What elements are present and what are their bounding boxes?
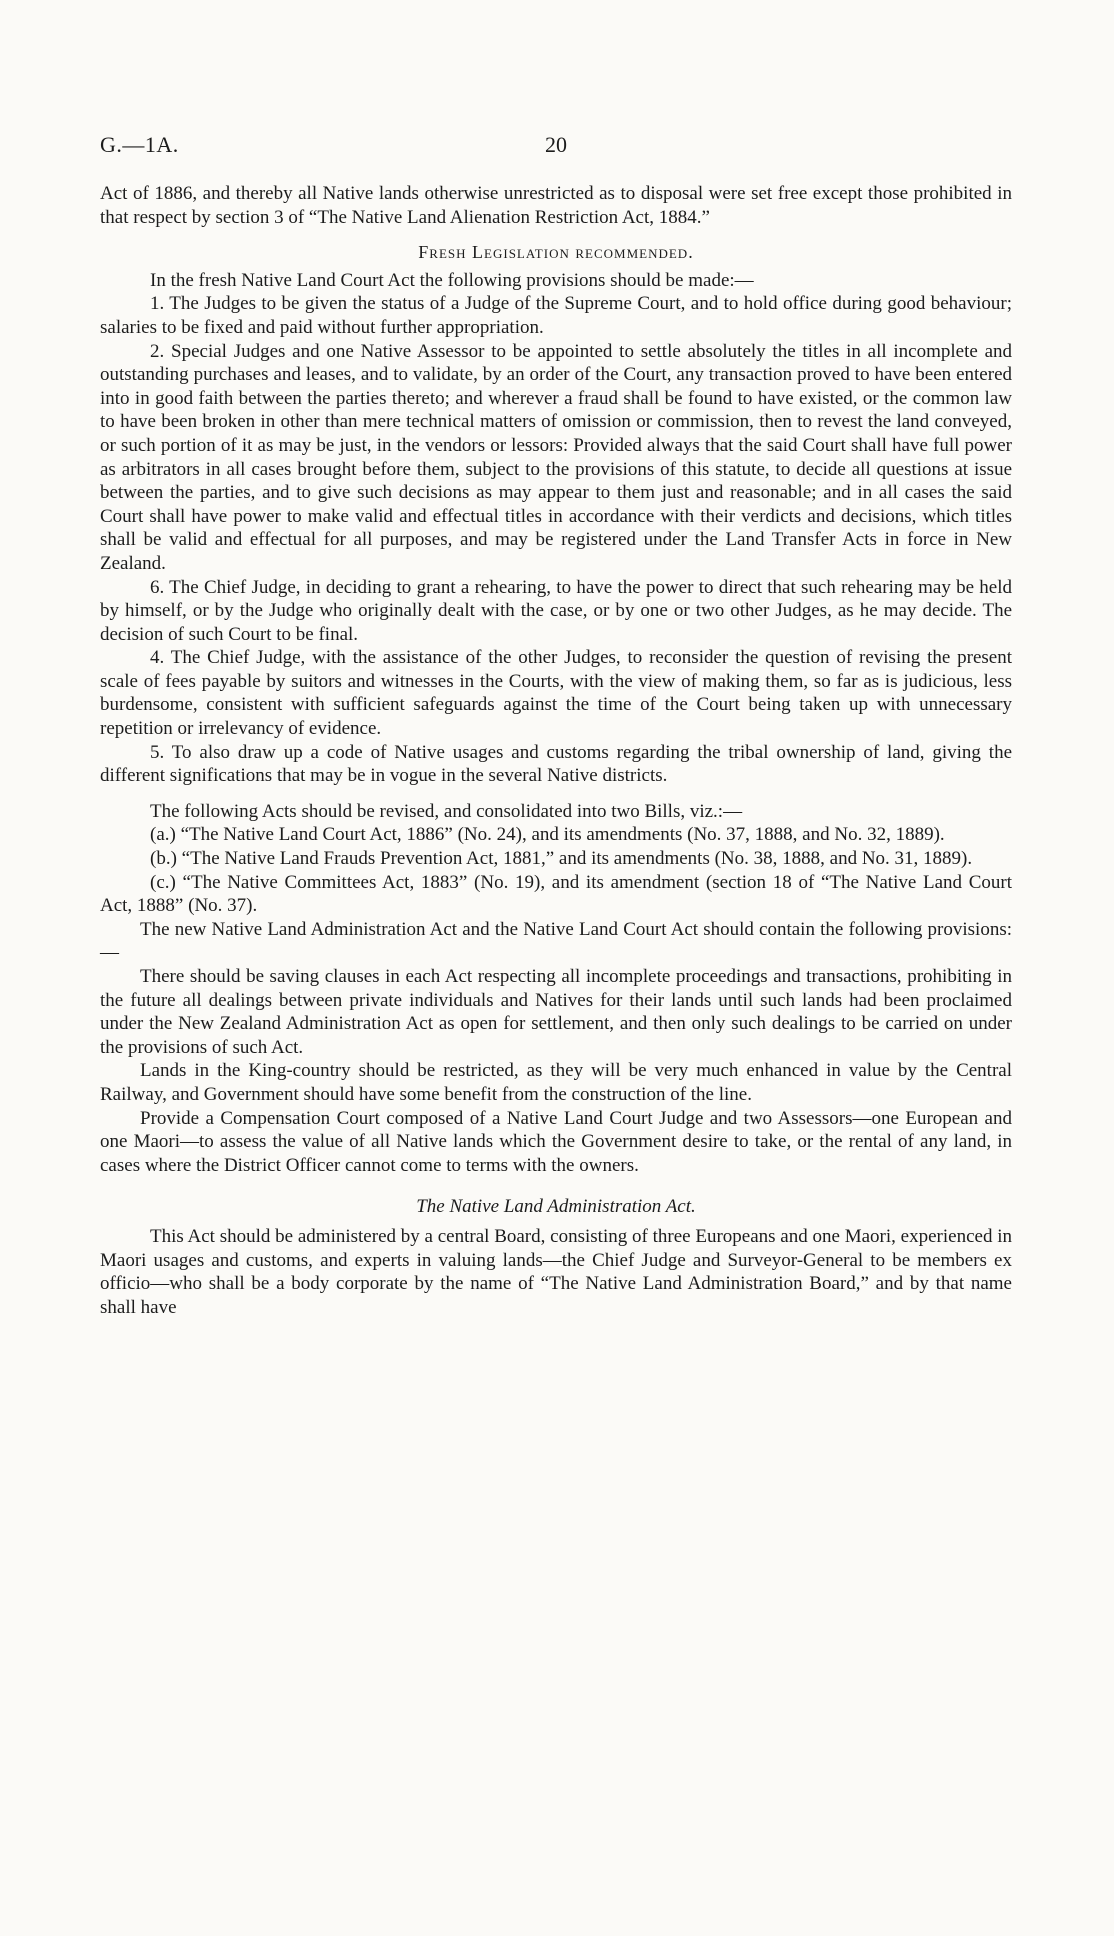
paragraph-continuation: Act of 1886, and thereby all Native lands otherwise unrestricted as to disposal were set free except those prohibited in that respect by section 3 of “The Native Land Alienation Restriction Act, 1884.” — [100, 183, 1012, 228]
paragraph-intro: In the fresh Native Land Court Act the following provisions should be made:— — [150, 269, 754, 291]
paragraph-item-6: 6. The Chief Judge, in deciding to grant a rehearing, to have the power to direct that such rehearing may be held by himself, or by the Judge who originally dealt with the case, or by one or two other Judges, as he may decide. The decision of such Court to be final. — [100, 576, 1012, 645]
section-heading-administration-act: The Native Land Administration Act. — [416, 1196, 696, 1218]
paragraph-item-1: 1. The Judges to be given the status of a Judge of the Supreme Court, and to hold office during good behaviour; salaries to be fixed and paid without further appropriation. — [100, 293, 1012, 338]
document-body — [100, 182, 1012, 1319]
page-number: 20 — [545, 132, 567, 157]
paragraph-saving-clauses: There should be saving clauses in each Act respecting all incomplete proceedings and transactions, prohibiting in the future all dealings between private individuals and Natives for their lands until such lands had been proclaimed under the New Zealand Administration Act as open for settlement, and then only such dealings to be carried on under the provisions of such Act. — [100, 966, 1012, 1058]
paragraph-acts-revised: The following Acts should be revised, and consolidated into two Bills, viz.:— — [150, 800, 743, 822]
paragraph-act-b: (b.) “The Native Land Frauds Prevention Act, 1881,” and its amendments (No. 38, 1888, and No. 31, 1889). — [150, 848, 973, 870]
paragraph-item-5: 5. To also draw up a code of Native usages and customs regarding the tribal ownership of land, giving the different significations that may be in vogue in the several Native districts. — [100, 741, 1012, 787]
paragraph-item-4: 4. The Chief Judge, with the assistance of the other Judges, to reconsider the question of revising the present scale of fees payable by suitors and witnesses in the Courts, with the view of making them, so far as is judicious, less burdensome, consistent with sufficient safeguards against the time of the Court being taken up with unnecessary repetition or irrelevancy of evidence. — [100, 647, 1012, 740]
paragraph-central-board: This Act should be administered by a central Board, consisting of three Europeans and one Maori, experienced in Maori usages and customs, and experts in valuing lands—the Chief Judge and Surveyor-General to be members ex officio—who shall be a body corporate by the name of “The Native Land Administration Board,” and by that name shall have — [100, 1225, 1012, 1318]
document-reference: G.—1A. — [100, 132, 179, 157]
paragraph-compensation-court: Provide a Compensation Court composed of a Native Land Court Judge and two Assessors—one European and one Maori—to assess the value of all Native lands which the Government desire to take, or the rental of any land, in cases where the District Officer cannot come to terms with the owners. — [100, 1107, 1012, 1176]
paragraph-king-country: Lands in the King-country should be restricted, as they will be very much enhanced in value by the Central Railway, and Government should have some benefit from the construction of the line. — [100, 1060, 1012, 1105]
section-heading-fresh-legislation: Fresh Legislation recommended. — [418, 242, 694, 263]
paragraph-act-a: (a.) “The Native Land Court Act, 1886” (No. 24), and its amendments (No. 37, 1888, and No. 32, 1889). — [150, 824, 945, 846]
paragraph-new-act: The new Native Land Administration Act and the Native Land Court Act should contain the following provisions:— — [100, 918, 1012, 964]
paragraph-act-c: (c.) “The Native Committees Act, 1883” (No. 19), and its amendment (section 18 of “The Native Land Court Act, 1888” (No. 37). — [100, 871, 1012, 917]
paragraph-item-2: 2. Special Judges and one Native Assessor to be appointed to settle absolutely the titles in all incomplete and outstanding purchases and leases, and to validate, by an order of the Court, any transaction proved to have been entered into in good faith between the parties thereto; and wherever a fraud shall be found to have existed, or the common law to have been broken in other than mere technical matters of omission or commission, then to revest the land conveyed, or such portion of it as may be just, in the vendors or lessors: Provided always that the said Court shall have full power as arbitrators in all cases brought before them, subject to the provisions of this statute, to decide all questions at issue between the parties, and to give such decisions as may appear to them just and reasonable; and in all cases the said Court shall have power to make valid and effectual titles in accordance with their verdicts and decisions, which titles shall be valid and effectual for all purposes, and may be registered under the Land Transfer Acts in force in New Zealand. — [100, 340, 1012, 574]
page-header — [100, 132, 1012, 166]
